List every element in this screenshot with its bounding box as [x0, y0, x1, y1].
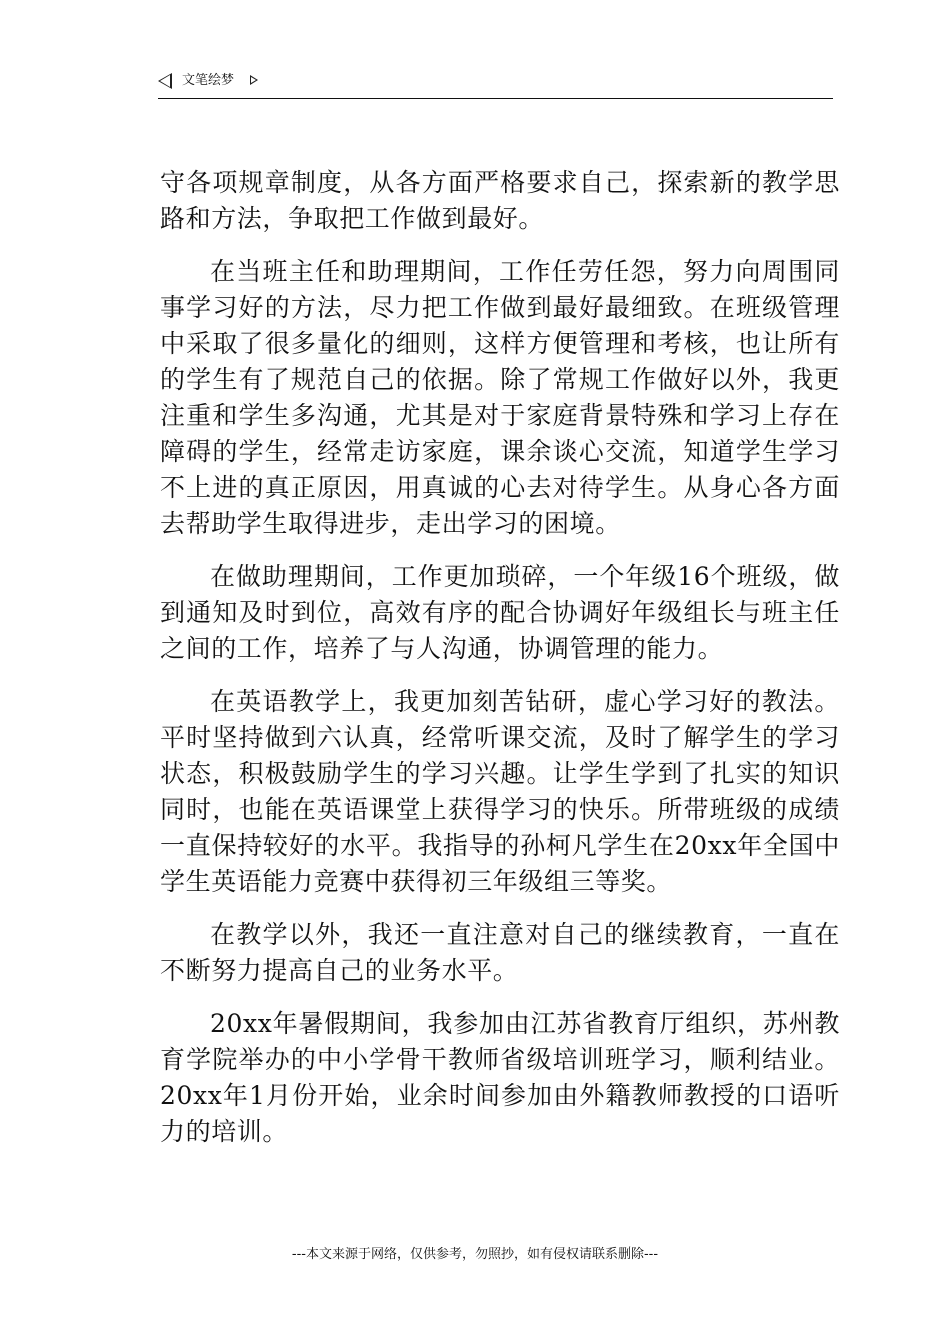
page-header [158, 72, 833, 100]
paragraph-continuation: 守各项规章制度，从各方面严格要求自己，探索新的教学思路和方法，争取把工作做到最好。 [160, 168, 840, 233]
paragraph-english-teaching: 在英语教学上，我更加刻苦钻研，虚心学习好的教法。平时坚持做到六认真，经常听课交流，及时了解学生的学习状态，积极鼓励学生的学习兴趣。让学生学到了扎实的知识同时，也能在英语课堂上获得学习的快乐。所带班级的成绩一直保持较好的水平。我指导的孙柯凡学生在20xx年全国中学生英语能力竞赛中获得初三年级组三等奖。 [160, 687, 840, 896]
paragraph-training: 20xx年暑假期间，我参加由江苏省教育厅组织，苏州教育学院举办的中小学骨干教师省级培训班学习，顺利结业。20xx年1月份开始，业余时间参加由外籍教师教授的口语听力的培训。 [160, 1009, 840, 1146]
triangle-right-icon [250, 75, 258, 85]
paragraph-class-management: 在当班主任和助理期间，工作任劳任怨，努力向周围同事学习好的方法，尽力把工作做到最好最细致。在班级管理中采取了很多量化的细则，这样方便管理和考核，也让所有的学生有了规范自己的依据。除了常规工作做好以外，我更注重和学生多沟通，尤其是对于家庭背景特殊和学习上存在障碍的学生，经常走访家庭，课余谈心交流，知道学生学习不上进的真正原因，用真诚的心去对待学生。从身心各方面去帮助学生取得进步，走出学习的困境。 [160, 257, 840, 538]
triangle-left-icon [158, 73, 172, 89]
header-divider [158, 98, 833, 99]
paragraph-assistant-work: 在做助理期间，工作更加琐碎，一个年级16个班级，做到通知及时到位，高效有序的配合协调好年级组长与班主任之间的工作，培养了与人沟通，协调管理的能力。 [160, 562, 840, 663]
page-footer: ---本文来源于网络，仅供参考，勿照抄，如有侵权请联系删除--- [291, 1247, 659, 1262]
document-body [160, 165, 840, 1167]
header-title: 文笔绘梦 [182, 73, 235, 88]
paragraph-continuing-education: 在教学以外，我还一直注意对自己的继续教育，一直在不断努力提高自己的业务水平。 [160, 920, 840, 985]
